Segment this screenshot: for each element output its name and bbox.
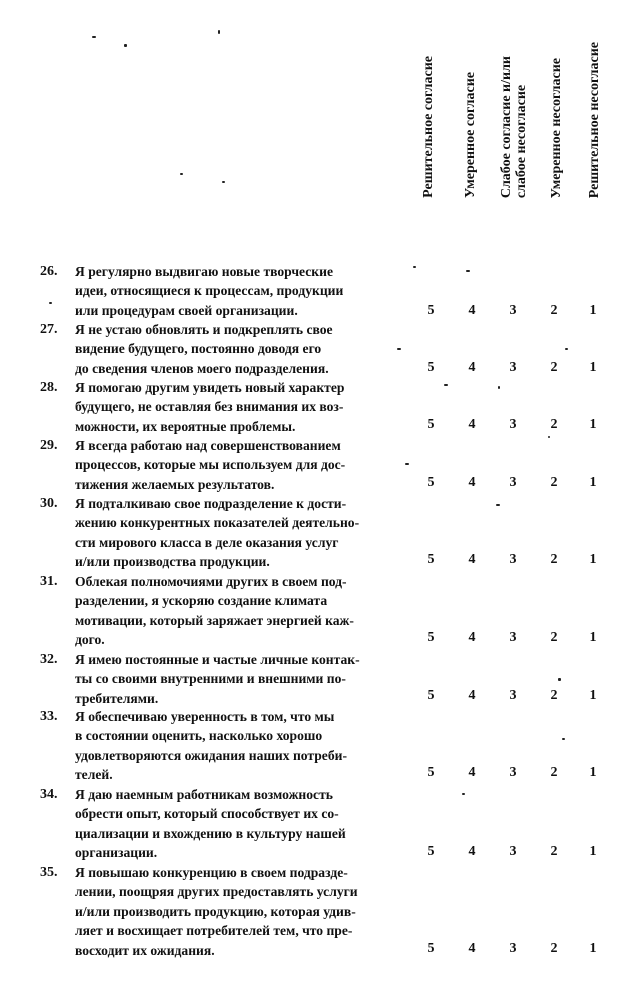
score-2[interactable]: 2 (550, 630, 558, 645)
score-1[interactable]: 1 (589, 417, 597, 432)
item-text-line: дого. (75, 632, 105, 648)
header-weak-agree-disagree-label: Слабое согласие и/или слабое несогласие (499, 55, 529, 198)
item-number: 30. (40, 496, 58, 511)
score-3[interactable]: 3 (509, 475, 517, 490)
item-text-line: организации. (75, 845, 158, 861)
item-text-line: Я даю наемным работникам возможность (75, 787, 333, 802)
item-text-line: жению конкурентных показателей деятельно- (75, 515, 360, 531)
score-3[interactable]: 3 (509, 941, 517, 956)
item-text (75, 707, 395, 785)
item-text-line: процессов, которые мы используем для дос- (75, 457, 346, 473)
item-text-line: идеи, относящиеся к процессам, продукции (75, 283, 344, 299)
item-text-line: Я имею постоянные и частые личные контак- (75, 652, 360, 667)
score-4[interactable]: 4 (468, 417, 476, 432)
scan-speck (562, 738, 565, 740)
score-2[interactable]: 2 (550, 475, 558, 490)
score-3[interactable]: 3 (509, 630, 517, 645)
score-1[interactable]: 1 (589, 552, 597, 567)
score-5[interactable]: 5 (427, 765, 435, 780)
score-4[interactable]: 4 (468, 688, 476, 703)
scan-speck (180, 173, 183, 175)
score-5[interactable]: 5 (427, 844, 435, 859)
item-number: 35. (40, 865, 58, 880)
item-text-line: ты со своими внутренними и внешними по- (75, 671, 346, 687)
score-5[interactable]: 5 (427, 360, 435, 375)
item-text-line: разделении, я ускоряю создание климата (75, 593, 328, 609)
item-text-line: Я обеспечиваю уверенность в том, что мы (75, 709, 335, 724)
score-1[interactable]: 1 (589, 303, 597, 318)
score-1[interactable]: 1 (589, 360, 597, 375)
item-text-line: ляет и восхищает потребителей тем, что пре- (75, 923, 353, 939)
item-text-line: мотивации, который заряжает энергией каж- (75, 612, 354, 628)
header-strong-disagree-label: Решительное несогласие (586, 41, 602, 198)
score-5[interactable]: 5 (427, 552, 435, 567)
item-text-line: Я не устаю обновлять и подкреплять свое (75, 322, 333, 337)
item-text-line: Я помогаю другим увидеть новый характер (75, 380, 345, 395)
scan-speck (548, 436, 550, 438)
item-text-line: сти мирового класса в деле оказания услуг (75, 534, 339, 550)
score-3[interactable]: 3 (509, 360, 517, 375)
item-text-line: циализации и вхождению в культуру нашей (75, 825, 346, 841)
score-3[interactable]: 3 (509, 688, 517, 703)
item-text (75, 378, 395, 436)
item-number: 32. (40, 652, 58, 667)
item-text-line: в состоянии оценить, насколько хорошо (75, 728, 323, 744)
score-1[interactable]: 1 (589, 688, 597, 703)
scan-speck (222, 181, 225, 183)
item-text-line: Облекая полномочиями других в своем под- (75, 574, 347, 589)
item-text-line: и/или производства продукции. (75, 554, 270, 570)
item-text-line: лении, поощряя других предоставлять услуги (75, 884, 358, 900)
score-5[interactable]: 5 (427, 417, 435, 432)
score-1[interactable]: 1 (589, 765, 597, 780)
item-text (75, 262, 395, 320)
item-text-line: видение будущего, постоянно доводя его (75, 341, 322, 357)
score-4[interactable]: 4 (468, 475, 476, 490)
score-2[interactable]: 2 (550, 552, 558, 567)
item-text (75, 320, 395, 378)
item-text (75, 494, 395, 572)
header-moderate-agree (450, 16, 490, 198)
score-1[interactable]: 1 (589, 941, 597, 956)
item-text-line: требителями. (75, 690, 159, 706)
score-5[interactable]: 5 (427, 941, 435, 956)
header-strong-agree-label: Решительное согласие (420, 56, 436, 198)
item-number: 34. (40, 787, 58, 802)
score-2[interactable]: 2 (550, 765, 558, 780)
item-number: 27. (40, 322, 58, 337)
score-4[interactable]: 4 (468, 941, 476, 956)
header-strong-agree (408, 16, 448, 198)
item-text-line: Я подталкиваю свое подразделение к дости- (75, 496, 347, 511)
item-number: 29. (40, 438, 58, 453)
score-5[interactable]: 5 (427, 303, 435, 318)
item-number: 31. (40, 574, 58, 589)
item-number: 26. (40, 264, 58, 279)
score-5[interactable]: 5 (427, 688, 435, 703)
item-text-line: восходит их ожидания. (75, 942, 215, 958)
scan-speck (124, 44, 127, 47)
score-4[interactable]: 4 (468, 765, 476, 780)
scan-speck (565, 348, 568, 350)
score-1[interactable]: 1 (589, 475, 597, 490)
item-text (75, 436, 395, 494)
scan-speck (466, 270, 470, 272)
header-moderate-disagree-label: Умеренное несогласие (548, 57, 564, 198)
item-text-line: Я всегда работаю над совершенствованием (75, 438, 341, 453)
score-2[interactable]: 2 (550, 417, 558, 432)
item-text-line: тижения желаемых результатов. (75, 476, 275, 492)
score-2[interactable]: 2 (550, 360, 558, 375)
score-3[interactable]: 3 (509, 303, 517, 318)
score-5[interactable]: 5 (427, 475, 435, 490)
score-4[interactable]: 4 (468, 303, 476, 318)
item-number: 28. (40, 380, 58, 395)
item-text (75, 650, 395, 708)
header-moderate-agree-label: Умеренное согласие (462, 72, 478, 198)
score-4[interactable]: 4 (468, 844, 476, 859)
item-text-line: или процедурам своей организации. (75, 302, 298, 318)
item-text (75, 863, 395, 960)
score-3[interactable]: 3 (509, 552, 517, 567)
score-4[interactable]: 4 (468, 552, 476, 567)
scan-speck (405, 463, 409, 465)
scan-speck (498, 386, 500, 389)
item-text-line: Я повышаю конкуренцию в своем подразде- (75, 865, 348, 880)
scan-speck (413, 266, 416, 268)
score-2[interactable]: 2 (550, 941, 558, 956)
header-moderate-disagree (536, 16, 576, 198)
scan-speck (558, 678, 561, 681)
scan-speck (397, 348, 401, 350)
item-text-line: Я регулярно выдвигаю новые творческие (75, 264, 333, 279)
item-text (75, 572, 395, 650)
score-3[interactable]: 3 (509, 844, 517, 859)
scan-speck (496, 504, 500, 506)
score-2[interactable]: 2 (550, 844, 558, 859)
score-1[interactable]: 1 (589, 844, 597, 859)
score-2[interactable]: 2 (550, 688, 558, 703)
item-number: 33. (40, 709, 58, 724)
item-text-line: и/или производить продукцию, которая удив- (75, 903, 356, 919)
scan-speck (444, 384, 448, 386)
score-5[interactable]: 5 (427, 630, 435, 645)
item-text-line: обрести опыт, который способствует их со- (75, 806, 339, 822)
item-text-line: будущего, не оставляя без внимания их воз- (75, 399, 344, 415)
scan-speck (49, 302, 52, 304)
scan-speck (92, 36, 96, 38)
item-text-line: можности, их вероятные проблемы. (75, 418, 296, 434)
score-3[interactable]: 3 (509, 765, 517, 780)
score-3[interactable]: 3 (509, 417, 517, 432)
scan-speck (462, 793, 465, 795)
header-weak-agree-disagree (494, 16, 534, 198)
header-strong-disagree (574, 16, 614, 198)
score-4[interactable]: 4 (468, 360, 476, 375)
score-2[interactable]: 2 (550, 303, 558, 318)
scan-speck (218, 30, 220, 34)
item-text-line: удовлетворяются ожидания наших потреби- (75, 747, 347, 763)
score-4[interactable]: 4 (468, 630, 476, 645)
item-text-line: до сведения членов моего подразделения. (75, 360, 329, 376)
item-text (75, 785, 395, 863)
score-1[interactable]: 1 (589, 630, 597, 645)
item-text-line: телей. (75, 767, 113, 783)
